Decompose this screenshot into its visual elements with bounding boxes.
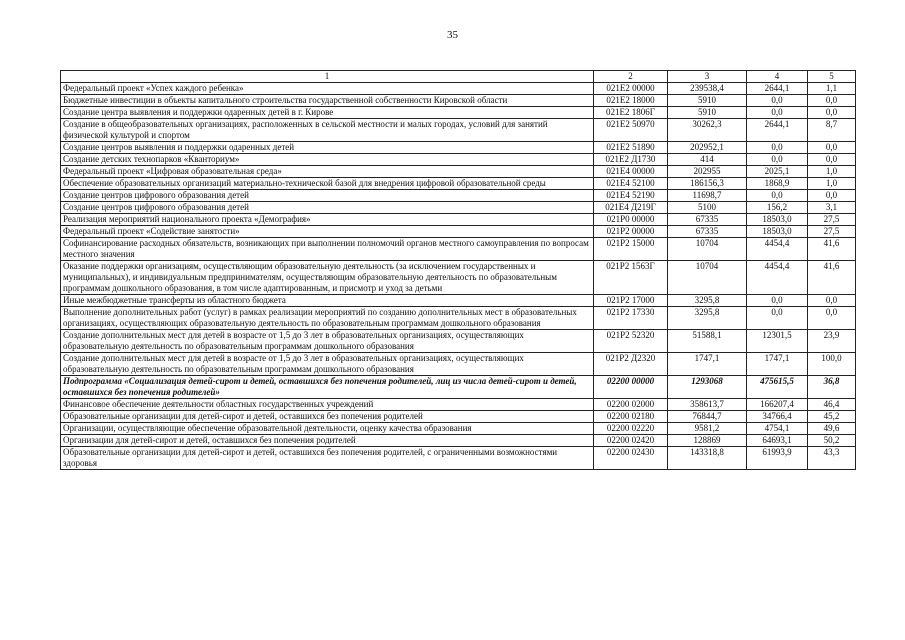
row-percent-cell: 0,0 <box>808 95 856 107</box>
row-name-cell: Создание центров выявления и поддержки одаренных детей <box>61 142 594 154</box>
row-actual-cell: 2644,1 <box>747 119 808 142</box>
row-percent-cell: 0,0 <box>808 107 856 119</box>
row-actual-cell: 18503,0 <box>747 226 808 238</box>
row-plan-cell: 358613,7 <box>668 399 747 411</box>
row-actual-cell: 0,0 <box>747 142 808 154</box>
row-name-cell: Создание дополнительных мест для детей в возрасте от 1,5 до 3 лет в образовательных организациях, осуществляющих образовательную деятельность по образовательным программам дошкольного образования <box>61 353 594 376</box>
row-name-cell: Оказание поддержки организациям, осуществляющим образовательную деятельность (за исключением государственных и муниципальных), и индивидуальным предпринимателям, осуществляющим образовательную деятельность по образовательным программам дошкольного образования, в том числе адаптированным, и присмотр и уход за детьми <box>61 261 594 295</box>
row-plan-cell: 3295,8 <box>668 295 747 307</box>
row-code-cell: 021P2 1563Г <box>594 261 668 295</box>
table-row <box>61 376 856 399</box>
row-code-cell: 021E4 Д219Г <box>594 202 668 214</box>
row-name-cell: Бюджетные инвестиции в объекты капитального строительства государственной собственности Кировской области <box>61 95 594 107</box>
header-cell-3: 3 <box>668 71 747 83</box>
table-row <box>61 447 856 470</box>
row-percent-cell: 0,0 <box>808 295 856 307</box>
row-name-cell: Реализация мероприятий национального проекта «Демография» <box>61 214 594 226</box>
row-name-cell: Создание дополнительных мест для детей в возрасте от 1,5 до 3 лет в образовательных организациях, осуществляющих образовательную деятельность по образовательным программам дошкольного образования <box>61 330 594 353</box>
table-row <box>61 190 856 202</box>
row-plan-cell: 1293068 <box>668 376 747 399</box>
table-row <box>61 399 856 411</box>
row-percent-cell: 41,6 <box>808 261 856 295</box>
row-percent-cell: 27,5 <box>808 226 856 238</box>
row-code-cell: 021E4 52190 <box>594 190 668 202</box>
row-code-cell: 021P2 Д2320 <box>594 353 668 376</box>
table-row <box>61 83 856 95</box>
row-actual-cell: 0,0 <box>747 190 808 202</box>
row-percent-cell: 45,2 <box>808 411 856 423</box>
row-name-cell: Обеспечение образовательных организаций материально-технической базой для внедрения цифровой образовательной среды <box>61 178 594 190</box>
page-number: 35 <box>447 29 458 41</box>
row-name-cell: Федеральный проект «Цифровая образовательная среда» <box>61 166 594 178</box>
row-code-cell: 021E2 50970 <box>594 119 668 142</box>
row-plan-cell: 51588,1 <box>668 330 747 353</box>
row-name-cell: Организации, осуществляющие обеспечение образовательной деятельности, оценку качества образования <box>61 423 594 435</box>
row-percent-cell: 23,9 <box>808 330 856 353</box>
row-name-cell: Выполнение дополнительных работ (услуг) в рамках реализации мероприятий по созданию дополнительных мест в образовательных организациях, осуществляющих образовательную деятельность по образовательным программам дошкольного образования <box>61 307 594 330</box>
row-plan-cell: 9581,2 <box>668 423 747 435</box>
table-row <box>61 238 856 261</box>
row-plan-cell: 11698,7 <box>668 190 747 202</box>
row-code-cell: 02200 00000 <box>594 376 668 399</box>
row-actual-cell: 475615,5 <box>747 376 808 399</box>
row-percent-cell: 8,7 <box>808 119 856 142</box>
table-row <box>61 202 856 214</box>
row-actual-cell: 156,2 <box>747 202 808 214</box>
row-percent-cell: 1,1 <box>808 83 856 95</box>
row-plan-cell: 67335 <box>668 226 747 238</box>
header-cell-1: 1 <box>61 71 594 83</box>
row-code-cell: 021E2 00000 <box>594 83 668 95</box>
row-actual-cell: 61993,9 <box>747 447 808 470</box>
row-percent-cell: 41,6 <box>808 238 856 261</box>
table-row <box>61 95 856 107</box>
row-actual-cell: 2025,1 <box>747 166 808 178</box>
row-plan-cell: 10704 <box>668 238 747 261</box>
row-actual-cell: 0,0 <box>747 95 808 107</box>
row-name-cell: Софинансирование расходных обязательств, возникающих при выполнении полномочий органов местного самоуправления по вопросам местного значения <box>61 238 594 261</box>
row-plan-cell: 414 <box>668 154 747 166</box>
table-header-row <box>61 71 856 83</box>
table-row <box>61 353 856 376</box>
row-name-cell: Образовательные организации для детей-сирот и детей, оставшихся без попечения родителей, с ограниченными возможностями здоровья <box>61 447 594 470</box>
row-percent-cell: 43,3 <box>808 447 856 470</box>
row-actual-cell: 0,0 <box>747 154 808 166</box>
row-code-cell: 021P2 17330 <box>594 307 668 330</box>
row-percent-cell: 46,4 <box>808 399 856 411</box>
table-row <box>61 330 856 353</box>
row-plan-cell: 202952,1 <box>668 142 747 154</box>
table-row <box>61 226 856 238</box>
row-actual-cell: 4454,4 <box>747 238 808 261</box>
row-plan-cell: 202955 <box>668 166 747 178</box>
row-name-cell: Создание детских технопарков «Кванториум» <box>61 154 594 166</box>
table-row <box>61 295 856 307</box>
row-percent-cell: 0,0 <box>808 142 856 154</box>
row-actual-cell: 0,0 <box>747 307 808 330</box>
row-percent-cell: 49,6 <box>808 423 856 435</box>
budget-table <box>60 70 856 470</box>
row-name-cell: Федеральный проект «Успех каждого ребенка» <box>61 83 594 95</box>
row-name-cell: Создание центра выявления и поддержки одаренных детей в г. Кирове <box>61 107 594 119</box>
row-plan-cell: 76844,7 <box>668 411 747 423</box>
row-plan-cell: 67335 <box>668 214 747 226</box>
row-code-cell: 021P2 52320 <box>594 330 668 353</box>
row-plan-cell: 143318,8 <box>668 447 747 470</box>
row-actual-cell: 64693,1 <box>747 435 808 447</box>
table-row <box>61 307 856 330</box>
header-cell-2: 2 <box>594 71 668 83</box>
row-percent-cell: 3,1 <box>808 202 856 214</box>
row-plan-cell: 10704 <box>668 261 747 295</box>
row-percent-cell: 1,0 <box>808 166 856 178</box>
header-cell-5: 5 <box>808 71 856 83</box>
row-plan-cell: 186156,3 <box>668 178 747 190</box>
table-row <box>61 107 856 119</box>
row-plan-cell: 1747,1 <box>668 353 747 376</box>
row-code-cell: 021E4 52100 <box>594 178 668 190</box>
table-row <box>61 142 856 154</box>
row-plan-cell: 5910 <box>668 107 747 119</box>
row-code-cell: 021P2 15000 <box>594 238 668 261</box>
table-row <box>61 166 856 178</box>
row-name-cell: Федеральный проект «Содействие занятости» <box>61 226 594 238</box>
row-actual-cell: 18503,0 <box>747 214 808 226</box>
row-actual-cell: 34766,4 <box>747 411 808 423</box>
table-row <box>61 423 856 435</box>
table-row <box>61 435 856 447</box>
row-actual-cell: 1747,1 <box>747 353 808 376</box>
row-actual-cell: 12301,5 <box>747 330 808 353</box>
row-plan-cell: 5100 <box>668 202 747 214</box>
row-code-cell: 02200 02220 <box>594 423 668 435</box>
row-actual-cell: 166207,4 <box>747 399 808 411</box>
row-actual-cell: 4754,1 <box>747 423 808 435</box>
table-row <box>61 214 856 226</box>
row-name-cell: Финансовое обеспечение деятельности областных государственных учреждений <box>61 399 594 411</box>
table-row <box>61 411 856 423</box>
header-cell-4: 4 <box>747 71 808 83</box>
row-percent-cell: 1,0 <box>808 178 856 190</box>
row-name-cell: Подпрограмма «Социализация детей-сирот и детей, оставшихся без попечения родителей, лиц из числа детей-сирот и детей, оставшихся без попечения родителей» <box>61 376 594 399</box>
row-actual-cell: 1868,9 <box>747 178 808 190</box>
row-code-cell: 021P0 00000 <box>594 214 668 226</box>
row-percent-cell: 0,0 <box>808 190 856 202</box>
row-percent-cell: 36,8 <box>808 376 856 399</box>
row-plan-cell: 128869 <box>668 435 747 447</box>
row-plan-cell: 239538,4 <box>668 83 747 95</box>
row-code-cell: 021E2 18000 <box>594 95 668 107</box>
row-actual-cell: 4454,4 <box>747 261 808 295</box>
row-code-cell: 021E2 Д1730 <box>594 154 668 166</box>
row-percent-cell: 0,0 <box>808 307 856 330</box>
table-row <box>61 178 856 190</box>
row-code-cell: 021P2 17000 <box>594 295 668 307</box>
row-code-cell: 02200 02000 <box>594 399 668 411</box>
row-actual-cell: 2644,1 <box>747 83 808 95</box>
row-percent-cell: 27,5 <box>808 214 856 226</box>
row-code-cell: 02200 02420 <box>594 435 668 447</box>
row-code-cell: 02200 02180 <box>594 411 668 423</box>
row-plan-cell: 5910 <box>668 95 747 107</box>
row-code-cell: 021E2 1806Г <box>594 107 668 119</box>
row-actual-cell: 0,0 <box>747 107 808 119</box>
row-code-cell: 021P2 00000 <box>594 226 668 238</box>
row-name-cell: Иные межбюджетные трансферты из областного бюджета <box>61 295 594 307</box>
row-percent-cell: 50,2 <box>808 435 856 447</box>
row-plan-cell: 3295,8 <box>668 307 747 330</box>
row-name-cell: Создание центров цифрового образования детей <box>61 190 594 202</box>
row-name-cell: Организации для детей-сирот и детей, оставшихся без попечения родителей <box>61 435 594 447</box>
row-actual-cell: 0,0 <box>747 295 808 307</box>
row-code-cell: 021E4 00000 <box>594 166 668 178</box>
table-row <box>61 154 856 166</box>
row-name-cell: Образовательные организации для детей-сирот и детей, оставшихся без попечения родителей <box>61 411 594 423</box>
row-code-cell: 021E2 51890 <box>594 142 668 154</box>
row-percent-cell: 0,0 <box>808 154 856 166</box>
row-name-cell: Создание в общеобразовательных организациях, расположенных в сельской местности и малых городах, условий для занятий физической культурой и спортом <box>61 119 594 142</box>
row-percent-cell: 100,0 <box>808 353 856 376</box>
row-name-cell: Создание центров цифрового образования детей <box>61 202 594 214</box>
table-row <box>61 119 856 142</box>
row-plan-cell: 30262,3 <box>668 119 747 142</box>
table-row <box>61 261 856 295</box>
row-code-cell: 02200 02430 <box>594 447 668 470</box>
